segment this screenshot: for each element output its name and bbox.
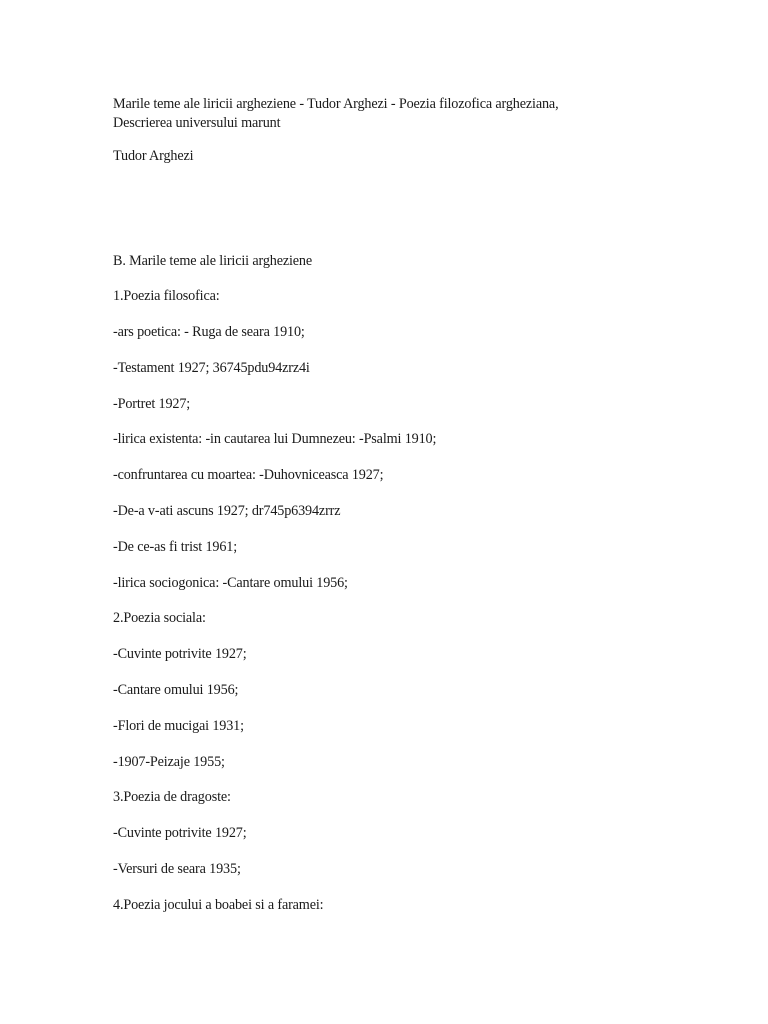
list-item: -lirica sociogonica: -Cantare omului 1956; [113,574,348,591]
list-item: -lirica existenta: -in cautarea lui Dumnezeu: -Psalmi 1910; [113,431,437,448]
list-item: -Portret 1927; [113,395,191,412]
list-item: -1907-Peizaje 1955; [113,753,225,770]
list-heading: 4.Poezia jocului a boabei si a faramei: [113,896,324,913]
list-item: -De ce-as fi trist 1961; [113,538,238,555]
title-line-1: Marile teme ale liricii argheziene - Tudor Arghezi - Poezia filozofica argheziana, [113,96,559,112]
list-heading: 2.Poezia sociala: [113,610,206,627]
list-item: -ars poetica: - Ruga de seara 1910; [113,324,305,341]
list-item: -De-a v-ati ascuns 1927; dr745p6394zrrz [113,503,341,520]
list-item: -Testament 1927; 36745pdu94zrz4i [113,359,310,376]
list-item: -Flori de mucigai 1931; [113,717,244,734]
list-item: -confruntarea cu moartea: -Duhovniceasca 1927; [113,467,384,484]
list-item: -Versuri de seara 1935; [113,861,241,878]
section-heading: B. Marile teme ale liricii argheziene [113,252,313,269]
list-item: -Cuvinte potrivite 1927; [113,825,247,842]
document-title [113,95,673,132]
spacer [113,166,673,252]
list-item: -Cuvinte potrivite 1927; [113,646,247,663]
document-body [113,95,673,932]
list-heading: 1.Poezia filosofica: [113,288,220,305]
title-line-2: Descrierea universului marunt [113,114,281,131]
document-author: Tudor Arghezi [113,148,194,164]
list-item: -Cantare omului 1956; [113,682,239,699]
list-heading: 3.Poezia de dragoste: [113,789,231,806]
